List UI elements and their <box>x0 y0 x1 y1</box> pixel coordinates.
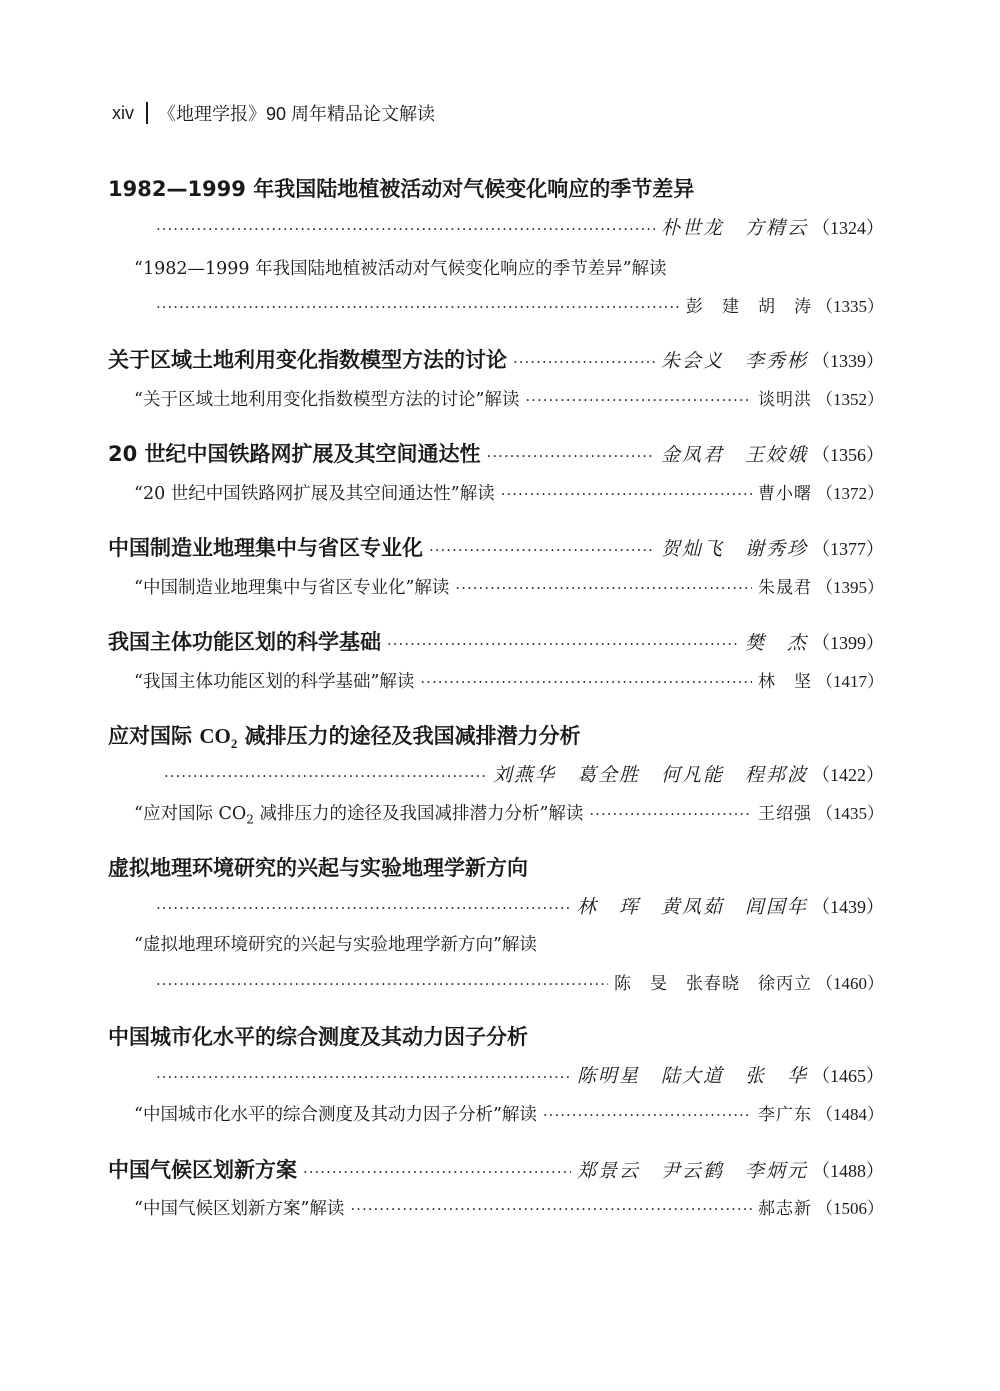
entry-authors: 朱会义 李秀彬 <box>660 350 808 372</box>
entry-page: （1488） <box>812 1161 884 1181</box>
toc-entry[interactable] <box>108 344 884 374</box>
interp-page: （1435） <box>816 804 884 823</box>
toc-entry[interactable] <box>108 438 884 468</box>
running-header <box>112 100 435 126</box>
interp-authors: 林 坚 <box>758 672 812 692</box>
entry-title <box>108 720 581 752</box>
toc-interp[interactable] <box>108 573 884 599</box>
toc-entry-authors-line <box>108 760 884 787</box>
chem-subscript: 2 <box>230 736 238 752</box>
interp-title <box>134 800 583 827</box>
toc-interp[interactable] <box>108 1194 884 1220</box>
interp-authors: 王绍强 <box>758 804 812 824</box>
toc-entry[interactable] <box>108 532 884 562</box>
entry-title: 中国制造业地理集中与省区专业化 <box>108 536 423 560</box>
entry-page: （1324） <box>812 218 884 238</box>
entry-authors: 朴世龙 方精云 <box>660 217 808 239</box>
interp-title: “中国气候区划新方案”解读 <box>134 1199 345 1219</box>
leader-dots <box>487 447 655 465</box>
entry-title-part: 减排压力的途径及我国减排潜力分析 <box>237 724 581 748</box>
page-number: xiv <box>112 102 134 123</box>
toc-entry[interactable] <box>108 1154 884 1184</box>
entry-page: （1356） <box>812 445 884 465</box>
toc-entry-authors-line <box>108 892 884 919</box>
interp-page: （1395） <box>816 578 884 597</box>
leader-dots <box>164 767 487 785</box>
leader-dots <box>525 391 752 409</box>
entry-title: 20 世纪中国铁路网扩展及其空间通达性 <box>108 442 481 466</box>
interp-authors: 朱晟君 <box>758 578 812 598</box>
leader-dots <box>156 220 655 238</box>
leader-dots <box>429 541 655 559</box>
toc-interp[interactable] <box>108 667 884 693</box>
entry-page: （1377） <box>812 539 884 559</box>
interp-title: “20 世纪中国铁路网扩展及其空间通达性”解读 <box>134 484 495 504</box>
entry-page: （1422） <box>812 765 884 785</box>
interp-page: （1417） <box>816 672 884 691</box>
interp-title-part: 减排压力的途径及我国减排潜力分析”解读 <box>253 804 584 824</box>
interp-title: “中国城市化水平的综合测度及其动力因子分析”解读 <box>134 1105 537 1125</box>
leader-dots <box>156 1068 571 1086</box>
entry-authors: 陈明星 陆大道 张 华 <box>576 1065 808 1087</box>
toc-entry-title[interactable] <box>108 1021 884 1051</box>
interp-title: “我国主体功能区划的科学基础”解读 <box>134 672 415 692</box>
leader-dots <box>455 579 752 597</box>
entry-title-part: 应对国际 <box>108 724 200 748</box>
interp-title: “1982—1999 年我国陆地植被活动对气候变化响应的季节差异”解读 <box>134 259 667 279</box>
entry-authors: 林 珲 黄凤茹 闾国年 <box>576 896 808 918</box>
leader-dots <box>387 635 739 653</box>
interp-authors: 陈 旻 张春晓 徐丙立 <box>614 974 812 994</box>
leader-dots <box>589 805 752 823</box>
toc-interp[interactable] <box>108 385 884 411</box>
interp-page: （1506） <box>816 1199 884 1218</box>
entry-authors: 樊 杰 <box>744 632 808 654</box>
toc-entry-authors-line <box>108 213 884 240</box>
interp-page: （1352） <box>816 390 884 409</box>
interp-authors: 李广东 <box>758 1105 812 1125</box>
entry-page: （1439） <box>812 897 884 917</box>
interp-authors: 彭 建 胡 涛 <box>686 297 812 317</box>
entry-authors: 郑景云 尹云鹤 李炳元 <box>576 1160 808 1182</box>
header-divider <box>146 102 148 124</box>
book-title: 《地理学报》90 周年精品论文解读 <box>158 104 436 124</box>
entry-page: （1339） <box>812 351 884 371</box>
entry-title: 虚拟地理环境研究的兴起与实验地理学新方向 <box>108 856 528 880</box>
leader-dots <box>513 353 655 371</box>
leader-dots <box>350 1200 752 1218</box>
interp-title: “关于区域土地利用变化指数模型方法的讨论”解读 <box>134 390 520 410</box>
toc-interp-authors-line <box>108 969 884 994</box>
entry-authors: 金凤君 王姣娥 <box>660 444 808 466</box>
leader-dots <box>501 485 752 503</box>
toc-interp-authors-line <box>108 292 884 317</box>
toc-entry-title[interactable] <box>108 173 884 203</box>
entry-page: （1465） <box>812 1066 884 1086</box>
leader-dots <box>156 298 680 316</box>
entry-title: 关于区域土地利用变化指数模型方法的讨论 <box>108 348 507 372</box>
interp-page: （1335） <box>816 297 884 316</box>
leader-dots <box>156 975 608 993</box>
entry-authors: 贺灿飞 谢秀珍 <box>660 538 808 560</box>
leader-dots <box>303 1163 571 1181</box>
entry-title: 1982—1999 年我国陆地植被活动对气候变化响应的季节差异 <box>108 177 695 201</box>
leader-dots <box>420 673 752 691</box>
interp-page: （1484） <box>816 1105 884 1124</box>
toc-entry-title[interactable] <box>108 720 884 752</box>
interp-authors: 曹小曙 <box>758 484 812 504</box>
entry-title: 中国城市化水平的综合测度及其动力因子分析 <box>108 1025 528 1049</box>
toc-entry-title[interactable] <box>108 852 884 882</box>
toc-entry-authors-line <box>108 1061 884 1088</box>
interp-page: （1460） <box>816 974 884 993</box>
interp-page: （1372） <box>816 484 884 503</box>
toc-interp[interactable] <box>108 799 884 827</box>
leader-dots <box>543 1106 752 1124</box>
leader-dots <box>156 899 571 917</box>
chem-formula: CO <box>199 724 231 748</box>
entry-title: 我国主体功能区划的科学基础 <box>108 630 381 654</box>
interp-authors: 郝志新 <box>758 1199 812 1219</box>
interp-title: “中国制造业地理集中与省区专业化”解读 <box>134 578 450 598</box>
entry-page: （1399） <box>812 633 884 653</box>
toc-entry[interactable] <box>108 626 884 656</box>
toc-interp[interactable] <box>108 479 884 505</box>
interp-title-part: “应对国际 CO <box>134 804 247 824</box>
interp-authors: 谈明洪 <box>758 390 812 410</box>
entry-authors: 刘燕华 葛全胜 何凡能 程邦波 <box>492 764 808 786</box>
toc-interp-title[interactable] <box>108 255 884 280</box>
interp-title: “虚拟地理环境研究的兴起与实验地理学新方向”解读 <box>134 935 537 955</box>
entry-title: 中国气候区划新方案 <box>108 1158 297 1182</box>
toc-interp-title[interactable] <box>108 931 884 956</box>
toc-interp[interactable] <box>108 1100 884 1126</box>
chem-subscript: 2 <box>246 812 254 827</box>
